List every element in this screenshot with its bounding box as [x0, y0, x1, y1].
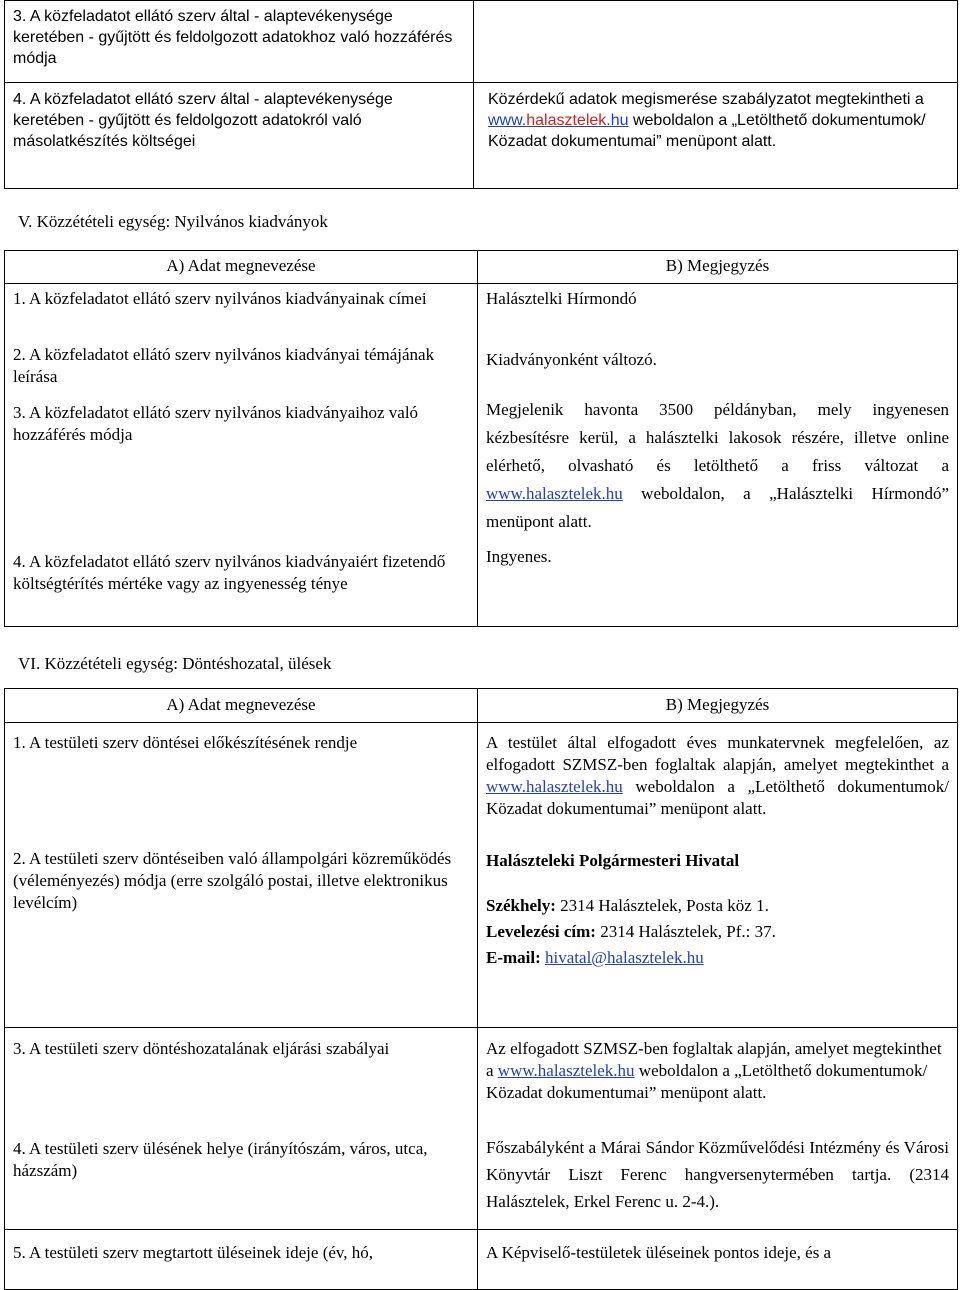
- decisions-right-cell-2: [478, 1028, 958, 1230]
- section-5-title: V. Közzétételi egység: Nyilvános kiadványok: [18, 212, 328, 231]
- email-link[interactable]: hivatal@halasztelek.hu: [545, 948, 704, 967]
- regulation-text: Közérdekű adatok megismerése szabályzatot megtekintheti a: [488, 91, 924, 108]
- copy-cost-note-cell: [474, 83, 958, 189]
- publications-table: [4, 250, 958, 627]
- decision-5-note: A Képviselő-testületek üléseinek pontos ideje, és a: [486, 1243, 832, 1262]
- decision-5-text: 5. A testületi szerv megtartott üléseinek ideje (év, hó,: [13, 1243, 374, 1262]
- decision-1-text: 1. A testületi szerv döntései előkészítésének rendje: [13, 733, 358, 752]
- top-table: [4, 0, 958, 189]
- copy-cost-text: 4. A közfeladatot ellátó szerv által - alaptevékenysége keretében - gyűjtött és feldolgozott adatokról való másolatkészítés költségei: [13, 91, 393, 150]
- postal-line: Levelezési cím: 2314 Halásztelek, Pf.: 37.: [486, 922, 776, 941]
- item-4-note: Ingyenes.: [486, 547, 552, 566]
- regulation-text-end: weboldalon a „Letölthető dokumentumok/ Közadat dokumentumai” menüpont alatt.: [488, 112, 926, 150]
- item-2-note: Kiadványonként változó.: [486, 350, 657, 369]
- decision-2-text: 2. A testületi szerv döntéseiben való állampolgári közreműködés (véleményezés) módja (erre szolgáló postai, illetve elektronikus levélcím): [13, 849, 452, 912]
- decision-3-text: 3. A testületi szerv döntéshozatalának eljárási szabályai: [13, 1039, 390, 1058]
- decision-1-note: A testület által elfogadott éves munkatervnek megfelelően, az elfogadott SZMSZ-ben foglaltak alapján, amelyet megtekinthet a www.halasztelek.hu weboldalon a „Letölthető dokumentumok/ Közadat dokumentumai” menüpont alatt.: [486, 733, 949, 818]
- decision-4-text: 4. A testületi szerv ülésének helye (irányítószám, város, utca, házszám): [13, 1139, 428, 1180]
- seat-line: Székhely: 2314 Halásztelek, Posta köz 1.: [486, 896, 769, 915]
- empty-cell: [474, 1, 958, 83]
- publications-left-cell: [5, 284, 478, 627]
- website-link[interactable]: www.halasztelek.hu: [497, 1061, 635, 1080]
- website-link[interactable]: www.halasztelek.hu: [488, 112, 629, 129]
- item-4-text: 4. A közfeladatot ellátó szerv nyilvános kiadványaiért fizetendő költségtérítés mértéke vagy az ingyenesség ténye: [13, 552, 446, 593]
- email-line: E-mail: hivatal@halasztelek.hu: [486, 948, 704, 967]
- access-method-text: 3. A közfeladatot ellátó szerv által - alaptevékenysége keretében - gyűjtött és feldolgozott adatokhoz való hozzáférés módja: [13, 8, 453, 67]
- access-method-cell: [5, 1, 474, 83]
- column-header-a: A) Adat megnevezése: [5, 689, 478, 723]
- website-link[interactable]: www.halasztelek.hu: [486, 484, 623, 503]
- website-link[interactable]: www.halasztelek.hu: [486, 777, 623, 796]
- column-header-b: B) Megjegyzés: [478, 689, 958, 723]
- decisions-table: [4, 688, 958, 1290]
- section-6-title: VI. Közzétételi egység: Döntéshozatal, ülések: [18, 654, 332, 673]
- column-header-b: B) Megjegyzés: [478, 251, 958, 284]
- item-3-note: Megjelenik havonta 3500 példányban, mely ingyenesen kézbesítésre kerül, a halásztelki lakosok részére, illetve online elérhető, olvasható és letölthető a friss változat a www.halasztelek.hu weboldalon, a „Halásztelki Hírmondó” menüpont alatt.: [486, 400, 949, 531]
- item-1-note: Halásztelki Hírmondó: [486, 289, 637, 308]
- office-name: Halászteleki Polgármesteri Hivatal: [486, 851, 740, 870]
- item-1-text: 1. A közfeladatot ellátó szerv nyilvános kiadványainak címei: [13, 289, 427, 308]
- copy-cost-cell: [5, 83, 474, 189]
- decision-4-note: Főszabályként a Márai Sándor Közművelődési Intézmény és Városi Könyvtár Liszt Ferenc hangversenytermében tartja. (2314 Halásztelek, Erkel Ferenc u. 2-4.).: [486, 1138, 949, 1211]
- item-2-text: 2. A közfeladatot ellátó szerv nyilvános kiadványai témájának leírása: [13, 345, 435, 386]
- item-3-text: 3. A közfeladatot ellátó szerv nyilvános kiadványaihoz való hozzáférés módja: [13, 403, 419, 444]
- decisions-left-cell-2: [5, 1028, 478, 1230]
- column-header-a: A) Adat megnevezése: [5, 251, 478, 284]
- publications-right-cell: [478, 284, 958, 627]
- decision-3-note: Az elfogadott SZMSZ-ben foglaltak alapján, amelyet megtekinthet a www.halasztelek.hu weboldalon a „Letölthető dokumentumok/ Közadat dokumentumai” menüpont alatt.: [486, 1039, 942, 1102]
- decisions-right-cell: [478, 723, 958, 1028]
- decisions-left-cell: [5, 723, 478, 1028]
